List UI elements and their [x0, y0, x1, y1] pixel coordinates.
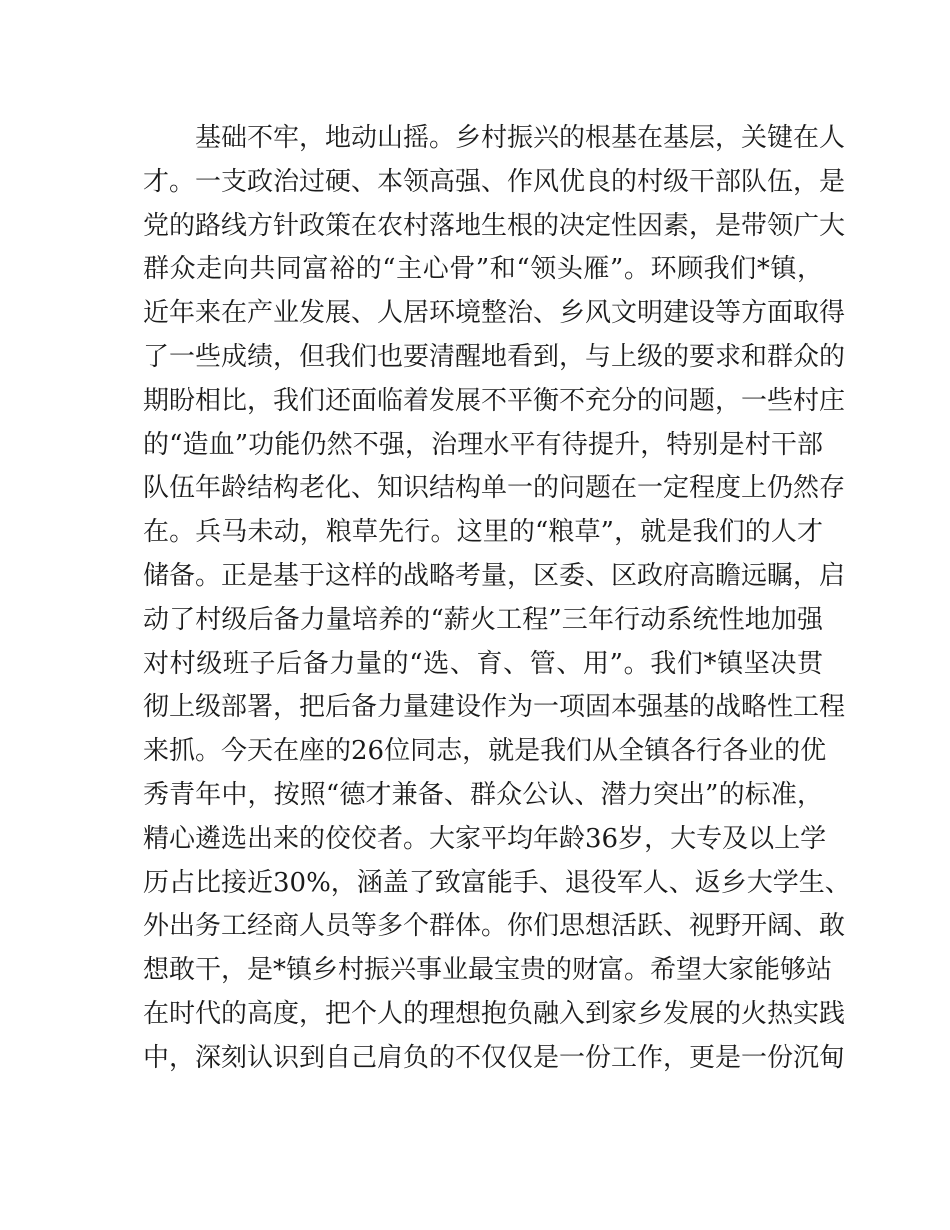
text-line: 在时代的高度，把个人的理想抱负融入到家乡发展的火热实践	[143, 998, 846, 1029]
text-line: 期盼相比，我们还面临着发展不平衡不充分的问题，一些村庄	[143, 385, 846, 416]
text-line: 动了村级后备力量培养的“薪火工程”三年行动系统性地加强	[143, 604, 823, 635]
text-line: 精心遴选出来的佼佼者。大家平均年龄36岁，大专及以上学	[143, 823, 827, 854]
text-line: 基础不牢，地动山摇。乡村振兴的根基在基层，关键在人	[195, 123, 846, 153]
text-line: 中，深刻认识到自己肩负的不仅仅是一份工作，更是一份沉甸	[143, 1042, 846, 1073]
text-line: 储备。正是基于这样的战略考量，区委、区政府高瞻远瞩，启	[143, 560, 846, 591]
text-line: 彻上级部署，把后备力量建设作为一项固本强基的战略性工程	[143, 692, 846, 723]
text-line: 了一些成绩，但我们也要清醒地看到，与上级的要求和群众的	[143, 341, 846, 372]
text-line: 历占比接近30%，涵盖了致富能手、退役军人、返乡大学生、	[143, 867, 851, 898]
text-line: 群众走向共同富裕的“主心骨”和“领头雁”。环顾我们*镇，	[143, 254, 823, 285]
text-line: 秀青年中，按照“德才兼备、群众公认、潜力突出”的标准，	[143, 779, 823, 810]
text-line: 的“造血”功能仍然不强，治理水平有待提升，特别是村干部	[143, 429, 823, 460]
text-line: 想敢干，是*镇乡村振兴事业最宝贵的财富。希望大家能够站	[143, 955, 833, 986]
text-line: 在。兵马未动，粮草先行。这里的“粮草”，就是我们的人才	[143, 517, 823, 548]
body-paragraph	[143, 117, 851, 1081]
text-line: 队伍年龄结构老化、知识结构单一的问题在一定程度上仍然存	[143, 473, 846, 504]
text-line: 外出务工经商人员等多个群体。你们思想活跃、视野开阔、敢	[143, 911, 846, 942]
text-line: 党的路线方针政策在农村落地生根的决定性因素，是带领广大	[143, 210, 846, 241]
text-line: 近年来在产业发展、人居环境整治、乡风文明建设等方面取得	[143, 298, 846, 329]
text-line: 来抓。今天在座的26位同志，就是我们从全镇各行各业的优	[143, 736, 827, 767]
text-line: 才。一支政治过硬、本领高强、作风优良的村级干部队伍，是	[143, 166, 846, 197]
text-line: 对村级班子后备力量的“选、育、管、用”。我们*镇坚决贯	[143, 648, 823, 679]
